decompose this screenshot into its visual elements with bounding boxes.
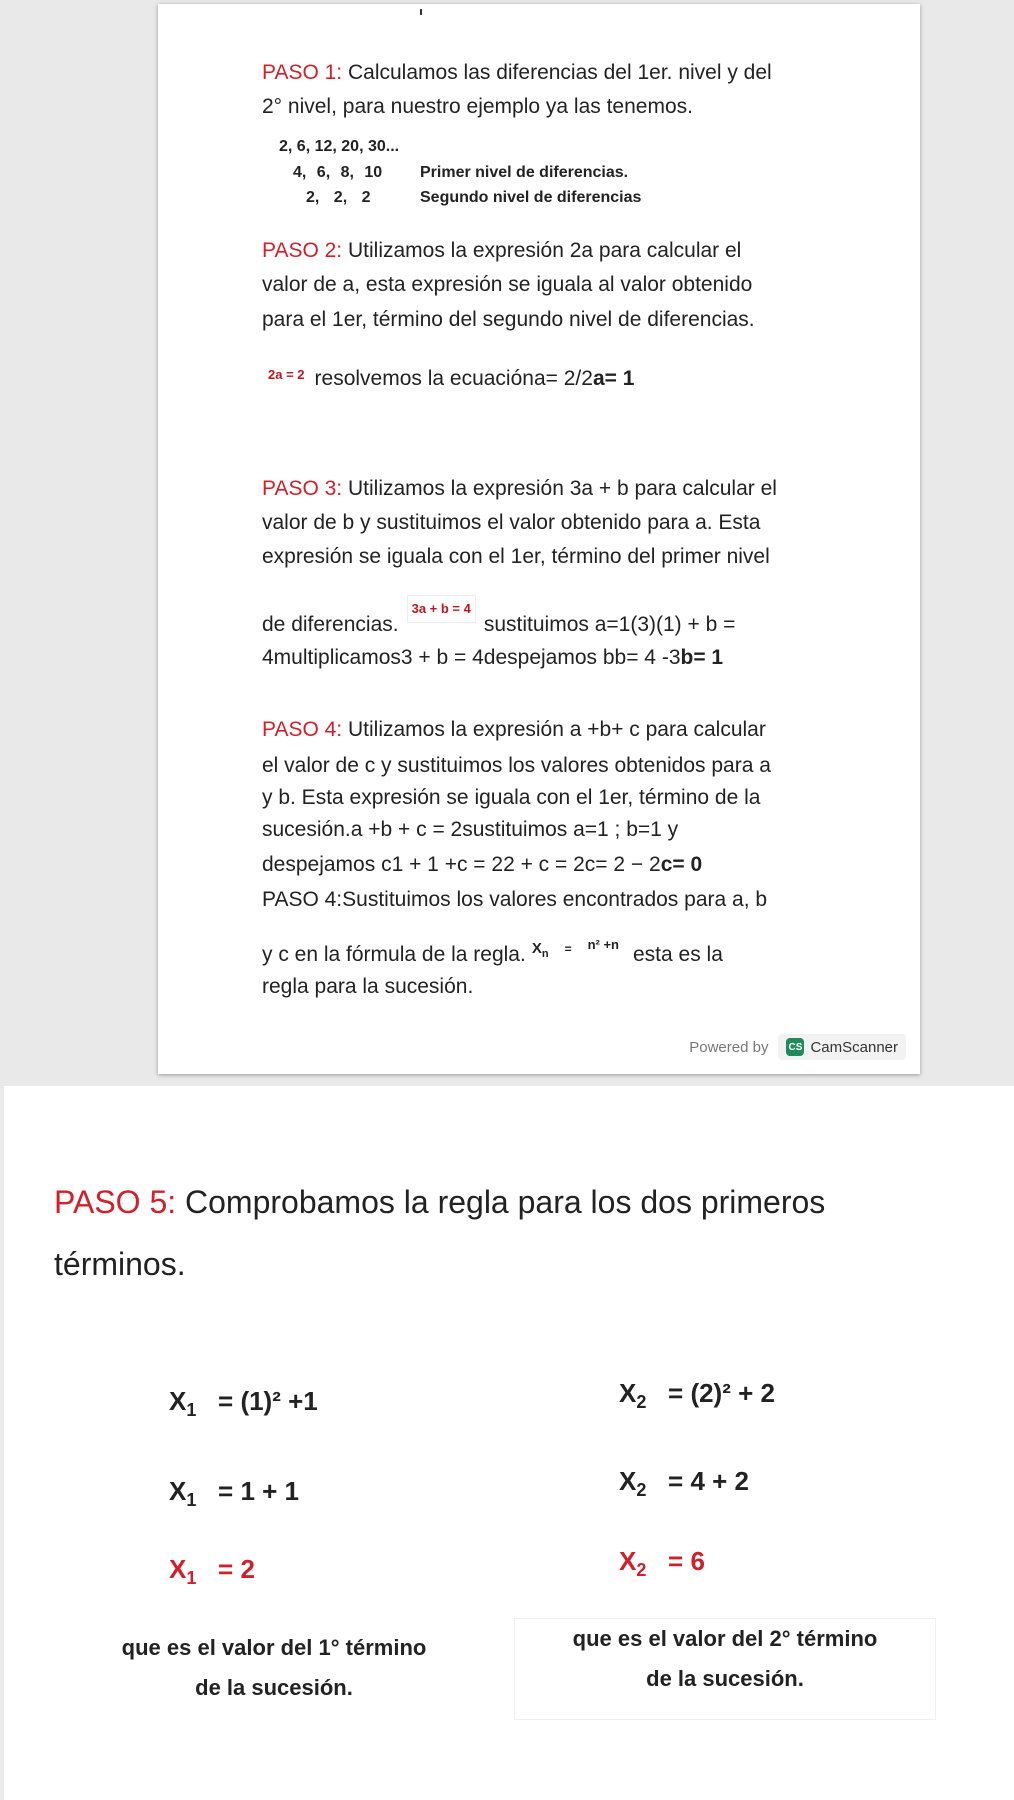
paso5-line1 xyxy=(54,1184,825,1221)
x1-var: X xyxy=(169,1476,187,1506)
paso4-result: c= 0 xyxy=(660,853,703,876)
paso3-label: PASO 3: xyxy=(262,477,343,500)
x1-sub: 1 xyxy=(186,1568,197,1589)
paso4b-line2 xyxy=(262,937,723,975)
powered-by-label: Powered by xyxy=(689,1038,769,1056)
note2-line2: de la sucesión. xyxy=(646,1666,804,1691)
formula-rhs: n² +n xyxy=(587,937,619,952)
note-first-term xyxy=(69,1628,479,1708)
x2-result xyxy=(619,1546,705,1581)
formula-eq: = xyxy=(564,942,572,956)
paso3-equation: 3a + b = 4 xyxy=(407,595,476,623)
note2-line1: que es el valor del 2° término xyxy=(572,1626,878,1651)
x1-result xyxy=(169,1554,255,1589)
camscanner-logo-icon: CS xyxy=(786,1038,804,1056)
x2-var: X xyxy=(619,1378,637,1408)
paso4-label: PASO 4: xyxy=(262,718,343,741)
rule-formula xyxy=(531,937,619,960)
x2-rhs: = 4 + 2 xyxy=(668,1466,749,1496)
paso2-equation: 2a = 2 xyxy=(268,367,305,382)
paso2-solve xyxy=(262,366,634,394)
paso4-line2: el valor de c y sustituimos los valores obtenidos para a xyxy=(262,754,771,777)
x1-rhs: = (1)² +1 xyxy=(218,1386,318,1416)
x2-rhs: = 6 xyxy=(668,1546,705,1576)
x2-sub: 2 xyxy=(636,1480,647,1501)
x2-step2 xyxy=(619,1466,749,1501)
formula-sub: n xyxy=(541,948,549,960)
note1-line1: que es el valor del 1° término xyxy=(121,1635,427,1660)
x1-sub: 1 xyxy=(186,1400,197,1421)
paso2-line1 xyxy=(262,238,741,264)
paso4b-line3: regla para la sucesión. xyxy=(262,975,474,998)
paso4-line1 xyxy=(262,717,766,743)
x1-rhs: = 2 xyxy=(218,1554,255,1584)
paso1-label: PASO 1: xyxy=(262,61,343,84)
camscanner-watermark xyxy=(689,1034,906,1060)
scanned-document-page xyxy=(158,4,920,1074)
paso5-panel xyxy=(4,1086,1014,1800)
paso1-text: Calculamos las diferencias del 1er. nivel y del xyxy=(342,61,772,84)
x1-rhs: = 1 + 1 xyxy=(218,1476,299,1506)
paso3-line3: expresión se iguala con el 1er, término del primer nivel xyxy=(262,545,770,568)
paso4b-line2a: y c en la fórmula de la regla. xyxy=(262,943,526,966)
x2-step1 xyxy=(619,1378,775,1413)
x1-step1 xyxy=(169,1386,318,1421)
paso3-line1 xyxy=(262,476,777,502)
sequence-terms: 2, 6, 12, 20, 30... xyxy=(279,138,400,155)
paso4b-line1: PASO 4:Sustituimos los valores encontrados para a, b xyxy=(262,888,768,911)
first-diffs: 4, 6, 8, 10 xyxy=(293,164,383,181)
paso2-line2: valor de a, esta expresión se iguala al valor obtenido xyxy=(262,273,753,296)
x1-sub: 1 xyxy=(186,1490,197,1511)
x1-var: X xyxy=(169,1386,187,1416)
paso4-line4: sucesión.a +b + c = 2sustituimos a=1 ; b=1 y xyxy=(262,818,679,841)
paso3-line4a: de diferencias. xyxy=(262,613,399,636)
paso3-line4 xyxy=(262,601,736,641)
x2-sub: 2 xyxy=(636,1392,647,1413)
x2-rhs: = (2)² + 2 xyxy=(668,1378,775,1408)
second-diffs-label: Segundo nivel de diferencias xyxy=(420,189,642,206)
paso5-line2: términos. xyxy=(54,1246,186,1282)
paso4-text: Utilizamos la expresión a +b+ c para calcular xyxy=(342,718,766,741)
x1-step2 xyxy=(169,1476,299,1511)
x2-var: X xyxy=(619,1546,637,1576)
paso3-line5-text: 4multiplicamos3 + b = 4despejamos bb= 4 -3 xyxy=(262,646,681,669)
paso4-line5-text: despejamos c1 + 1 +c = 22 + c = 2c= 2 − 2 xyxy=(262,853,661,876)
note1-line2: de la sucesión. xyxy=(195,1675,353,1700)
x1-var: X xyxy=(169,1554,187,1584)
scan-mark xyxy=(420,9,422,15)
note-second-term xyxy=(514,1618,936,1720)
paso2-solve-text: resolvemos la ecuacióna= 2/2 xyxy=(314,367,593,390)
paso3-line2: valor de b y sustituimos el valor obtenido para a. Esta xyxy=(262,511,761,534)
paso4-line5 xyxy=(262,852,702,878)
x2-sub: 2 xyxy=(636,1560,647,1581)
paso3-result: b= 1 xyxy=(680,646,724,669)
paso4-line3: y b. Esta expresión se iguala con el 1er, término de la xyxy=(262,786,761,809)
paso2-result: a= 1 xyxy=(592,367,635,390)
second-diffs: 2, 2, 2 xyxy=(306,189,371,206)
paso3-line4b: sustituimos a=1(3)(1) + b = xyxy=(483,613,736,636)
paso4b-line2b: esta es la xyxy=(633,943,723,966)
paso2-line3: para el 1er, término del segundo nivel de diferencias. xyxy=(262,308,755,331)
formula-x: X xyxy=(531,940,542,957)
paso3-text: Utilizamos la expresión 3a + b para calcular el xyxy=(342,477,777,500)
paso2-text: Utilizamos la expresión 2a para calcular el xyxy=(342,239,742,262)
paso3-line5 xyxy=(262,645,723,671)
paso5-text: Comprobamos la regla para los dos primeros xyxy=(176,1184,826,1220)
paso1-line1 xyxy=(262,60,772,86)
paso1-line2: 2° nivel, para nuestro ejemplo ya las tenemos. xyxy=(262,95,693,118)
camscanner-brand: CamScanner xyxy=(810,1038,898,1056)
paso2-label: PASO 2: xyxy=(262,239,343,262)
paso5-label: PASO 5: xyxy=(54,1184,177,1220)
camscanner-badge xyxy=(778,1034,906,1060)
x2-var: X xyxy=(619,1466,637,1496)
first-diffs-label: Primer nivel de diferencias. xyxy=(420,164,629,181)
